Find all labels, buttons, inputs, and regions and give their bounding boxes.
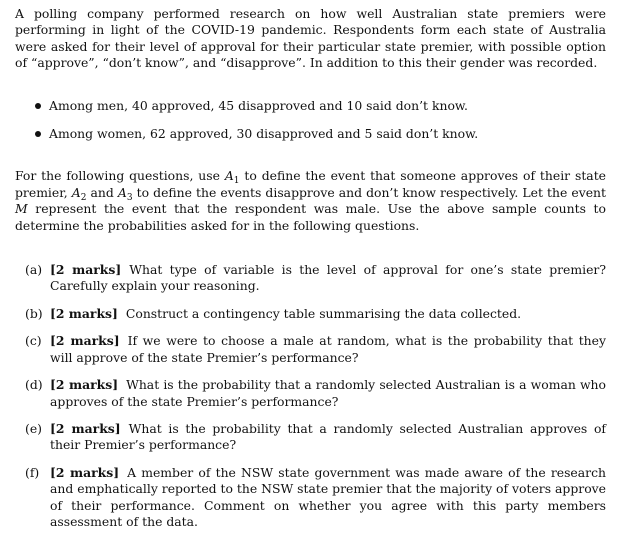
question-label: (c) <box>25 333 42 349</box>
question-item-d <box>15 377 606 410</box>
defs-text-3: and <box>86 184 118 200</box>
event-a1: A <box>224 168 234 184</box>
question-item-e <box>15 421 606 454</box>
event-m: M <box>15 201 28 217</box>
definitions-paragraph <box>15 168 606 234</box>
event-a2: A <box>71 184 81 200</box>
event-a1-subscript: 1 <box>233 176 240 187</box>
question-text: Construct a contingency table summarising the data collected. <box>125 305 522 321</box>
question-label: (a) <box>25 262 43 278</box>
defs-text-5: represent the event that the respondent was male. Use the above sample counts to determine the probabilities asked for in the following questions. <box>15 201 606 233</box>
question-marks: [2 marks] <box>50 377 119 393</box>
question-marks: [2 marks] <box>50 464 120 480</box>
defs-text-4: to define the events disapprove and don’t know respectively. Let the event <box>132 184 606 200</box>
bullet-list <box>15 98 606 143</box>
question-item-f <box>15 465 606 531</box>
question-text: What type of variable is the level of approval for one’s state premier? Carefully explain your reasoning. <box>50 262 606 294</box>
question-marks: [2 marks] <box>50 305 118 321</box>
question-marks: [2 marks] <box>50 333 120 349</box>
question-text: What is the probability that a randomly selected Australian is a woman who approves of the state Premier’s performance? <box>50 377 606 409</box>
question-text: What is the probability that a randomly selected Australian approves of their Premier’s performance? <box>50 420 606 453</box>
defs-text-1: For the following questions, use <box>15 168 225 184</box>
question-marks: [2 marks] <box>50 420 121 436</box>
question-label: (f) <box>25 464 40 480</box>
question-item-a <box>15 262 606 295</box>
question-label: (b) <box>25 305 43 321</box>
event-a3-subscript: 3 <box>126 192 133 203</box>
question-list <box>15 262 606 530</box>
intro-paragraph: A polling company performed research on how well Australian state premiers were performing in light of the COVID-19 pandemic. Respondents form each state of Australia were asked for their level of approval for their particular state premier, with possible option of “approve”, “don’t know”, and “disapprove”. In addition to this their gender was recorded. <box>15 6 606 71</box>
bullet-item-women: Among women, 62 approved, 30 disapproved and 5 said don’t know. <box>15 126 606 142</box>
question-item-b <box>15 306 606 322</box>
event-a3: A <box>117 184 127 200</box>
question-label: (d) <box>25 377 43 393</box>
question-marks: [2 marks] <box>50 262 122 278</box>
question-text: If we were to choose a male at random, what is the probability that they will approve of the state Premier’s performance? <box>50 333 606 365</box>
defs-text-2: to define the event that someone approves of their state premier, <box>15 168 607 200</box>
event-a2-subscript: 2 <box>80 192 87 203</box>
bullet-item-men: Among men, 40 approved, 45 disapproved and 10 said don’t know. <box>15 98 606 114</box>
question-label: (e) <box>25 420 43 436</box>
question-item-c <box>15 333 606 366</box>
question-text: A member of the NSW state government was made aware of the research and emphatically reported to the NSW state premier that the majority of voters approve of their performance. Comment on whether you agree with this party members assessment of the data. <box>50 464 606 529</box>
